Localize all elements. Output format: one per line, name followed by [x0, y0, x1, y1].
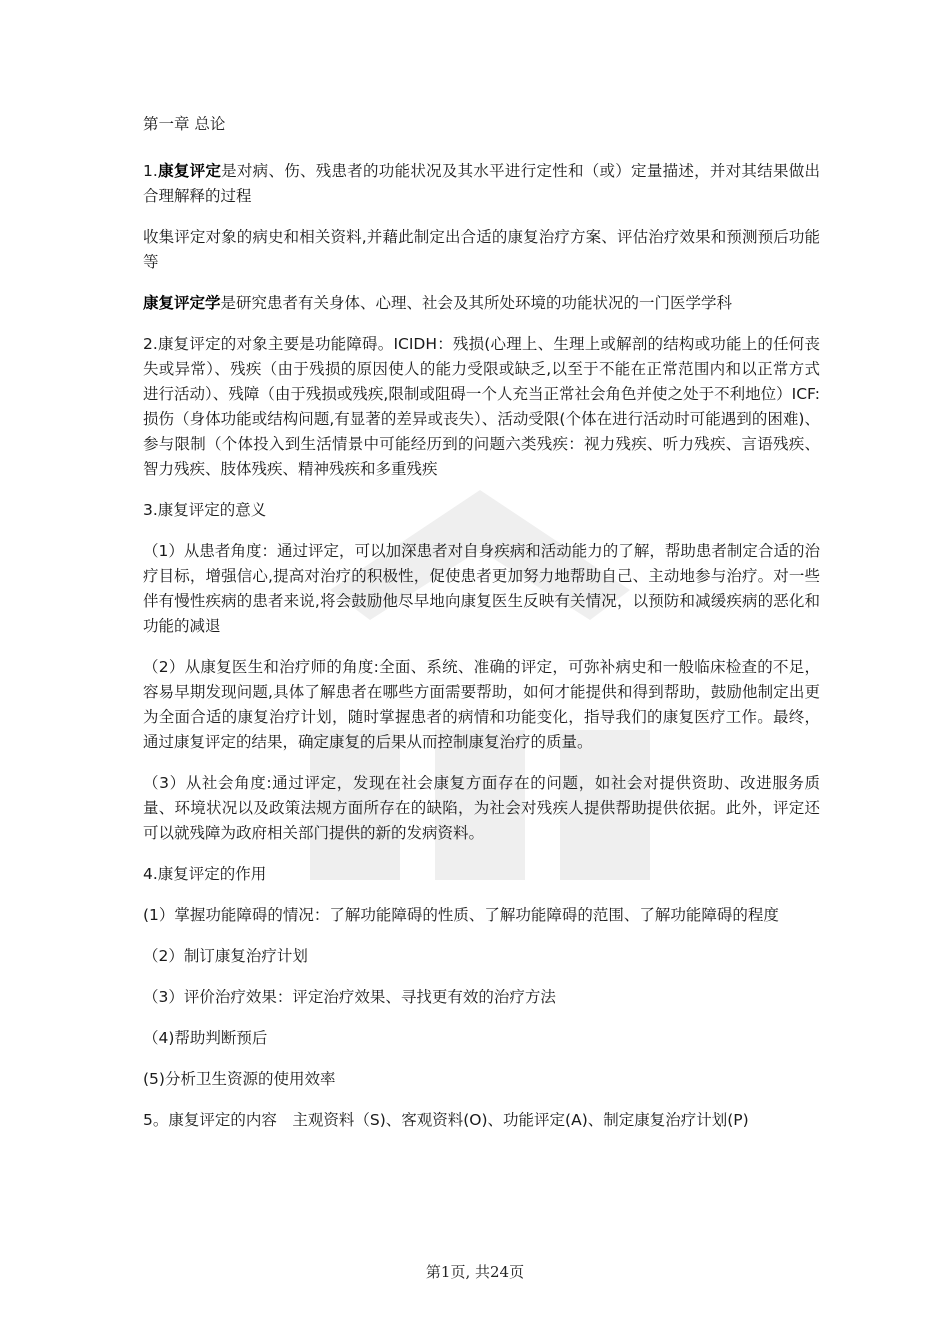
definition-text: 是对病、伤、残患者的功能状况及其水平进行定性和（或）定量描述，并对其结果做出合理解释的过程	[143, 162, 820, 205]
list-item-5: (5)分析卫生资源的使用效率	[143, 1070, 336, 1088]
paragraph-definition	[143, 159, 820, 209]
discipline-text: 是研究患者有关身体、心理、社会及其所处环境的功能状况的一门医学学科	[220, 294, 733, 312]
paragraph-patient-view: （1）从患者角度：通过评定，可以加深患者对自身疾病和活动能力的了解，帮助患者制定合适的治疗目标，增强信心,提高对治疗的积极性，促使患者更加努力地帮助自己、主动地参与治疗。对一些伴有慢性疾病的患者来说,将会鼓励他尽早地向康复医生反映有关情况，以预防和减缓疾病的恶化和功能的减退	[143, 542, 820, 635]
list-item-1: (1）掌握功能障碍的情况：了解功能障碍的性质、了解功能障碍的范围、了解功能障碍的程度	[143, 906, 779, 924]
paragraph-collect: 收集评定对象的病史和相关资料,并藉此制定出合适的康复治疗方案、评估治疗效果和预测预后功能等	[143, 228, 820, 271]
heading-significance: 3.康复评定的意义	[143, 501, 267, 519]
paragraph-society-view: （3）从社会角度:通过评定，发现在社会康复方面存在的问题，如社会对提供资助、改进服务质量、环境状况以及政策法规方面所存在的缺陷，为社会对残疾人提供帮助提供依据。此外，评定还可以就残障为政府相关部门提供的新的发病资料。	[143, 774, 820, 842]
paragraph-objects: 2.康复评定的对象主要是功能障碍。ICIDH：残损(心理上、生理上或解剖的结构或功能上的任何丧失或异常）、残疾（由于残损的原因使人的能力受限或缺乏,以至于不能在正常范围内和以正常方式进行活动）、残障（由于残损或残疾,限制或阻碍一个人充当正常社会角色并使之处于不利地位）ICF:损伤（身体功能或结构问题,有显著的差异或丧失）、活动受限(个体在进行活动时可能遇到的困难)、参与限制（个体投入到生活情景中可能经历到的问题六类残疾：视力残疾、听力残疾、言语残疾、智力残疾、肢体残疾、精神残疾和多重残疾	[143, 335, 820, 478]
chapter-title: 第一章 总论	[143, 115, 226, 133]
paragraph-doctor-view: （2）从康复医生和治疗师的角度:全面、系统、准确的评定，可弥补病史和一般临床检查的不足，容易早期发现问题,具体了解患者在哪些方面需要帮助，如何才能提供和得到帮助，鼓励他制定出更为全面合适的康复治疗计划，随时掌握患者的病情和功能变化，指导我们的康复医疗工作。最终，通过康复评定的结果，确定康复的后果从而控制康复治疗的质量。	[143, 658, 820, 751]
list-item-4: （4)帮助判断预后	[143, 1029, 268, 1047]
paragraph-contents: 5。康复评定的内容 主观资料（S)、客观资料(O)、功能评定(A)、制定康复治疗计划(P)	[143, 1111, 749, 1129]
list-item-2: （2）制订康复治疗计划	[143, 947, 308, 965]
paragraph-discipline	[143, 291, 820, 316]
page-footer: 第1页, 共24页	[425, 1263, 525, 1281]
list-item-3: （3）评价治疗效果：评定治疗效果、寻找更有效的治疗方法	[143, 988, 556, 1006]
paragraph-number: 1.	[143, 162, 158, 180]
term-rehab-assessment-science: 康复评定学	[143, 294, 221, 312]
heading-functions: 4.康复评定的作用	[143, 865, 267, 883]
term-rehab-assessment: 康复评定	[157, 162, 222, 180]
